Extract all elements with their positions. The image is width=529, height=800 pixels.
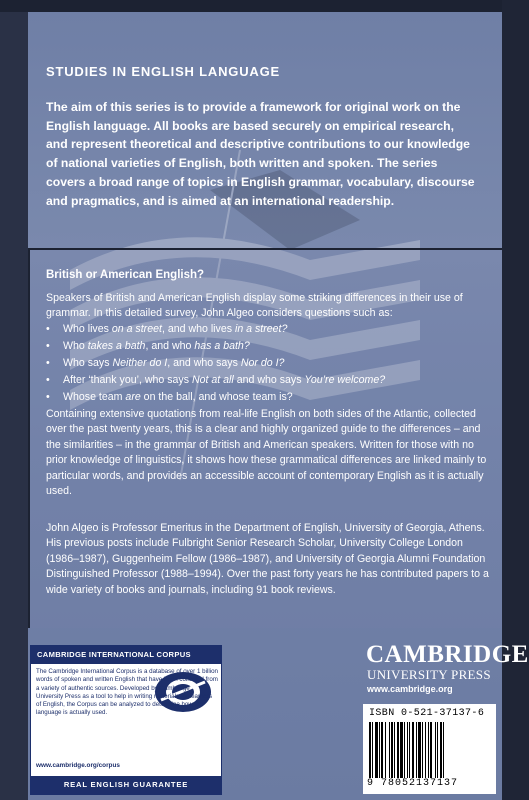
- corpus-footer: REAL ENGLISH GUARANTEE: [31, 776, 221, 794]
- list-item: • After ‘thank you’, who says Not at all and who says You’re welcome?: [46, 374, 386, 386]
- book-summary: Containing extensive quotations from real-life English on both sides of the Atlantic, collected over the past twenty years, this is a clear and highly organized guide to the differences – and the similarities – in the grammar of British and American speakers. Written for those with no prior knowledge of linguistics, it shows how these grammatical differences are linked mainly to particular words, and provides an accessible account of contemporary English as it is actually used.: [46, 408, 487, 498]
- corpus-header: CAMBRIDGE INTERNATIONAL CORPUS: [31, 646, 221, 664]
- top-band: [0, 0, 502, 12]
- list-item: • Whose team are on the ball, and whose team is?: [46, 391, 293, 403]
- barcode: [363, 704, 496, 794]
- isbn-number: ISBN 0-521-37137-6: [369, 708, 485, 719]
- book-title: British or American English?: [46, 269, 205, 281]
- author-bio: John Algeo is Professor Emeritus in the Department of English, University of Georgia, Athens. His previous posts include Fulbright Senior Research Scholar, University College London (1986–1987), Guggenheim Fellow (1986–1987), and University of Georgia Alumni Foundation Distinguished Professor (1988–1994). Over the past forty years he has contributed papers to a wide variety of books and journals, including 91 book reviews.: [46, 522, 489, 596]
- series-title: STUDIES IN ENGLISH LANGUAGE: [46, 64, 280, 79]
- barcode-bars: [369, 722, 490, 780]
- list-item: • Who lives on a street, and who lives in a street?: [46, 323, 288, 335]
- publisher-url: www.cambridge.org: [367, 684, 453, 694]
- ean-number: 9 78052137137: [367, 778, 459, 789]
- corpus-box: [30, 645, 222, 795]
- series-description: The aim of this series is to provide a framework for original work on the English language. All books are based securely on empirical research, and represent theoretical and descriptive contributions to our knowledge of national varieties of English, both written and spoken. The series covers a broad range of topics in English grammar, vocabulary, discourse and pragmatics, and is aimed at an international readership.: [46, 100, 475, 208]
- question-list: [46, 321, 486, 406]
- publisher-name: CAMBRIDGE: [366, 641, 529, 668]
- corpus-url: www.cambridge.org/corpus: [36, 762, 120, 769]
- list-item: • Who takes a bath, and who has a bath?: [46, 340, 250, 352]
- corpus-description: The Cambridge International Corpus is a database of over 1 billion words of spoken and written English that have been collected from a variety of authentic sources. Developed by Cambridge University Press as a tool to help in writing materials for learners of English, the Corpus can be analyzed to determine how the language is actually used.: [36, 668, 218, 717]
- publisher-press: UNIVERSITY PRESS: [367, 667, 491, 682]
- list-item: • Who says Neither do I, and who says Nor do I?: [46, 357, 285, 369]
- book-intro: Speakers of British and American English display some striking differences in their use of grammar. In this detailed survey, John Algeo considers questions such as:: [46, 292, 463, 320]
